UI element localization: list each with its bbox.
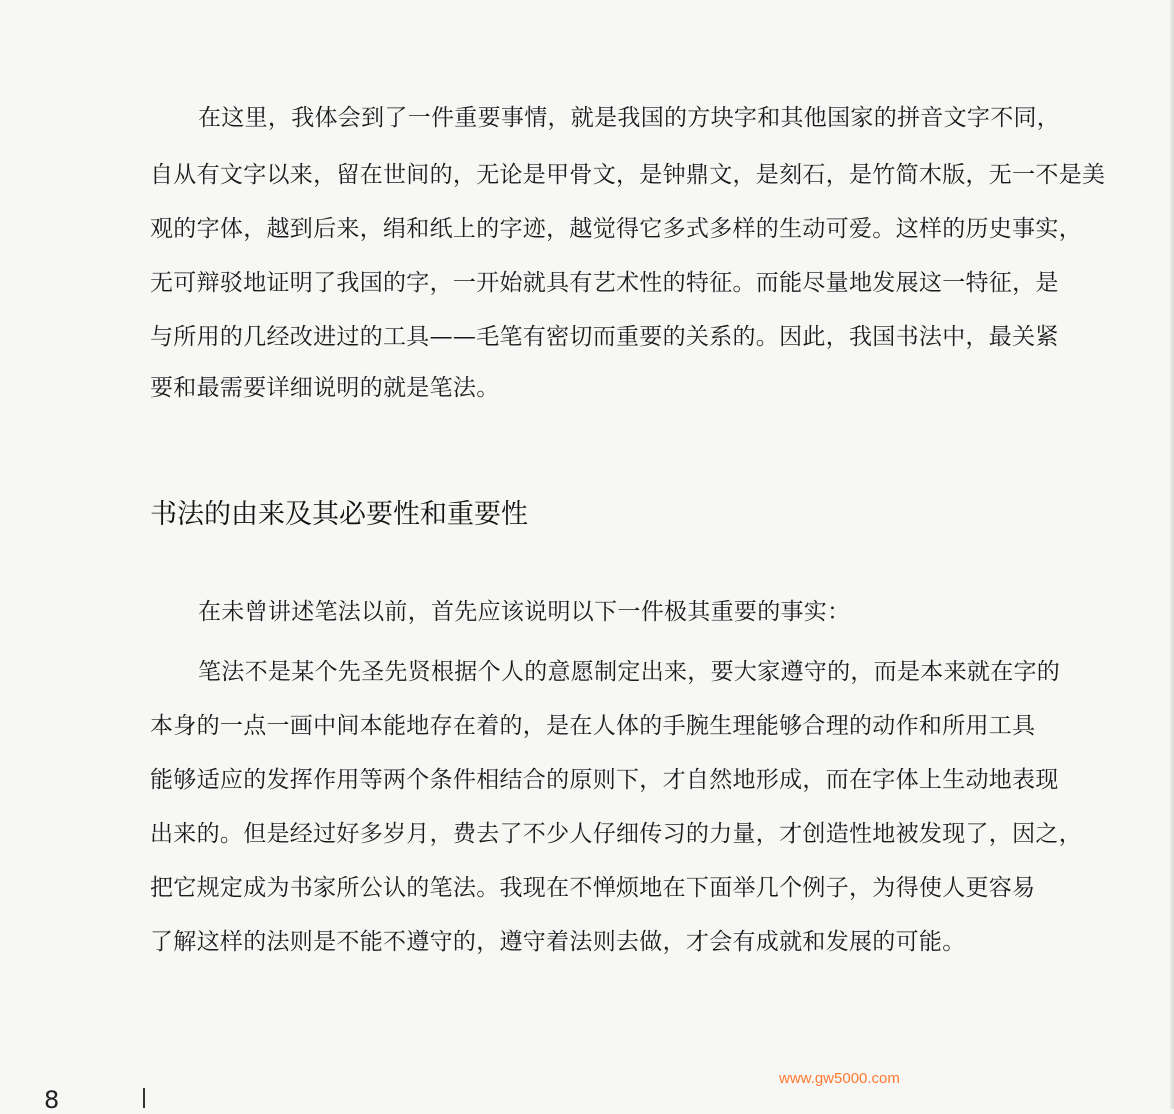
paragraph-1-line-4: 无可辩驳地证明了我国的字，一开始就具有艺术性的特征。而能尽量地发展这一特征，是 (150, 270, 1059, 296)
paragraph-1-line-2: 自从有文字以来，留在世间的，无论是甲骨文，是钟鼎文，是刻石，是竹简木版，无一不是美 (150, 162, 1106, 188)
paragraph-2-line-1: 在未曾讲述笔法以前，首先应该说明以下一件极其重要的事实： (198, 599, 851, 625)
section-heading: 书法的由来及其必要性和重要性 (150, 499, 528, 530)
paragraph-3-line-6: 了解这样的法则是不能不遵守的，遵守着法则去做，才会有成就和发展的可能。 (150, 929, 966, 955)
paragraph-1-line-5: 与所用的几经改进过的工具——毛笔有密切而重要的关系的。因此，我国书法中，最关紧 (150, 324, 1059, 350)
paragraph-3-line-5: 把它规定成为书家所公认的笔法。我现在不惮烦地在下面举几个例子，为得使人更容易 (150, 875, 1036, 901)
paragraph-3-line-1: 笔法不是某个先圣先贤根据个人的意愿制定出来，要大家遵守的，而是本来就在字的 (198, 659, 1061, 685)
site-watermark: www.gw5000.com (779, 1070, 900, 1087)
margin-rule (143, 1088, 145, 1108)
paragraph-1-line-3: 观的字体，越到后来，绢和纸上的字迹，越觉得它多式多样的生动可爱。这样的历史事实， (150, 216, 1082, 242)
paragraph-1-line-6: 要和最需要详细说明的就是笔法。 (150, 375, 500, 401)
scan-edge (1170, 0, 1174, 1109)
paragraph-3-line-3: 能够适应的发挥作用等两个条件相结合的原则下，才自然地形成，而在字体上生动地表现 (150, 767, 1059, 793)
page-number: 8 (44, 1086, 60, 1114)
paragraph-3-line-4: 出来的。但是经过好多岁月，费去了不少人仔细传习的力量，才创造性地被发现了，因之， (150, 821, 1082, 847)
paragraph-3-line-2: 本身的一点一画中间本能地存在着的，是在人体的手腕生理能够合理的动作和所用工具 (150, 713, 1036, 739)
paragraph-1-line-1: 在这里，我体会到了一件重要事情，就是我国的方块字和其他国家的拼音文字不同， (198, 105, 1061, 131)
